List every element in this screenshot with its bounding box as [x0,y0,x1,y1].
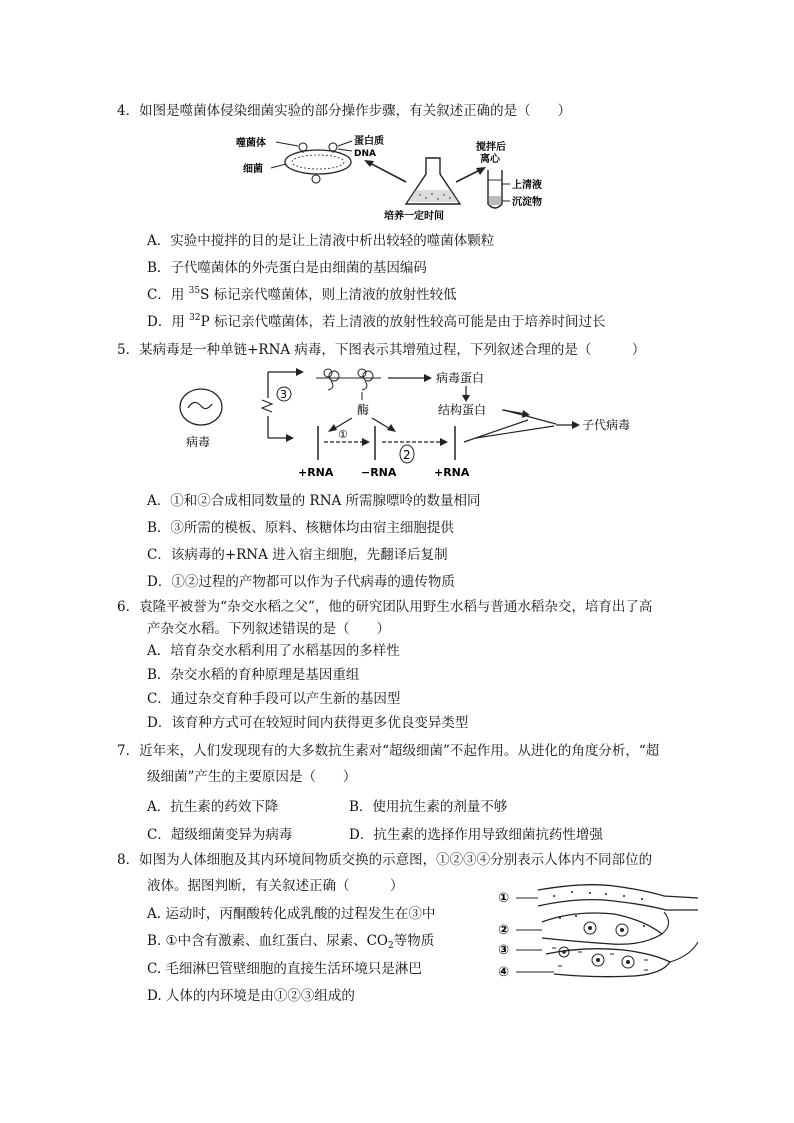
virus-icon [180,389,222,425]
label-fluid-1: ① [498,891,510,906]
mark-1: ① [338,428,348,441]
q6-stem-line1: 6．袁隆平被誉为“杂交水稻之父”，他的研究团队用野生水稻与普通水稻杂交，培育出了高 [117,599,653,615]
q4-option-b: B．子代噬菌体的外壳蛋白是由细菌的基因编码 [147,260,427,276]
label-protein: 蛋白质 [354,136,384,147]
label-stir: 搅拌后 [476,142,506,153]
q7-option-c: C．超级细菌变异为病毒 [147,827,293,843]
tissue-upper-edge [538,885,698,898]
q8-option-c: C. 毛细淋巴管壁细胞的直接生活环境只是淋巴 [147,961,422,977]
q7-option-a: A．抗生素的药效下降 [147,799,279,815]
label-plus-rna-2: +RNA [434,466,470,479]
label-structural-protein: 结构蛋白 [438,403,487,417]
bacterium-cell [285,150,351,174]
label-viral-protein: 病毒蛋白 [436,371,485,385]
q8-option-a: A. 运动时，丙酮酸转化成乳酸的过程发生在③中 [147,906,436,922]
label-sediment: 沉淀物 [512,197,542,208]
label-culture: 培养一定时间 [384,211,444,222]
q8-option-b: B. ①中含有激素、血红蛋白、尿素、$CO_2$等物质 [147,933,435,951]
label-fluid-4: ④ [498,965,510,980]
q5-option-a: A．①和②合成相同数量的 RNA 所需腺嘌呤的数量相同 [147,493,481,509]
q8-stem-line1: 8．如图为人体细胞及其内环境间物质交换的示意图，①②③④分别表示人体内不同部位的 [117,852,653,868]
q8-stem-line2: 液体。据图判断，有关叙述正确（ ） [147,878,404,894]
mark-2: 2 [403,448,411,462]
q5-option-d: D．①②过程的产物都可以作为子代病毒的遗传物质 [147,574,455,590]
q7-option-b: B．使用抗生素的剂量不够 [349,799,508,815]
label-fluid-2: ② [498,923,510,938]
q4-option-a: A．实验中搅拌的目的是让上清液中析出较轻的噬菌体颗粒 [147,233,495,249]
label-centrifuge: 离心 [480,154,500,165]
q8-option-d: D. 人体的内环境是由①②③组成的 [147,988,355,1004]
label-fluid-3: ③ [498,943,510,958]
q6-stem-line2: 产杂交水稻。下列叙述错误的是（ ） [147,621,390,637]
label-supernatant: 上清液 [512,180,542,191]
q4-option-d: D．用 $^{32}$P 标记亲代噬菌体，若上清液的放射性较高可能是由于培养时间过长 [147,313,606,330]
q4-option-c: C．用 $^{35}$S 标记亲代噬菌体，则上清液的放射性较低 [147,286,457,303]
q6-option-d: D．该育种方式可在较短时间内获得更多优良变异类型 [147,715,469,731]
q6-option-c: C．通过杂交育种手段可以产生新的基因型 [147,691,401,707]
q8-tissue-exchange-figure [494,876,700,984]
q5-virus-replication-figure [166,364,636,482]
label-phage: 噬菌体 [236,138,266,149]
label-bacteria: 细菌 [243,164,263,175]
q4-stem: 4．如图是噬菌体侵染细菌实验的部分操作步骤，有关叙述正确的是（ ） [117,103,572,119]
q5-option-b: B．③所需的模板、原料、核糖体均由宿主细胞提供 [147,520,454,536]
label-minus-rna: −RNA [361,466,397,479]
label-plus-rna-1: +RNA [298,466,334,479]
q6-option-a: A．培育杂交水稻利用了水稻基因的多样性 [147,643,400,659]
mark-3: 3 [280,388,287,401]
q5-option-c: C．该病毒的+RNA 进入宿主细胞，先翻译后复制 [147,547,448,563]
q7-option-d: D．抗生素的选择作用导致细菌抗药性增强 [349,827,603,843]
label-dna: DNA [354,149,376,159]
q7-stem-line2: 级细菌”产生的主要原因是（ ） [147,769,357,785]
q6-option-b: B．杂交水稻的育种原理是基因重组 [147,667,360,683]
label-enzyme: 酶 [357,403,370,417]
q5-stem: 5．某病毒是一种单链+RNA 病毒，下图表示其增殖过程，下列叙述合理的是（ ） [117,342,646,358]
phage-head-icon [299,143,307,151]
q7-stem-line1: 7．近年来，人们发现现有的大多数抗生素对“超级细菌”不起作用。从进化的角度分析，“超 [117,743,660,759]
label-virus: 病毒 [186,435,211,449]
label-progeny: 子代病毒 [582,418,631,432]
q4-phage-infection-figure [236,132,566,224]
